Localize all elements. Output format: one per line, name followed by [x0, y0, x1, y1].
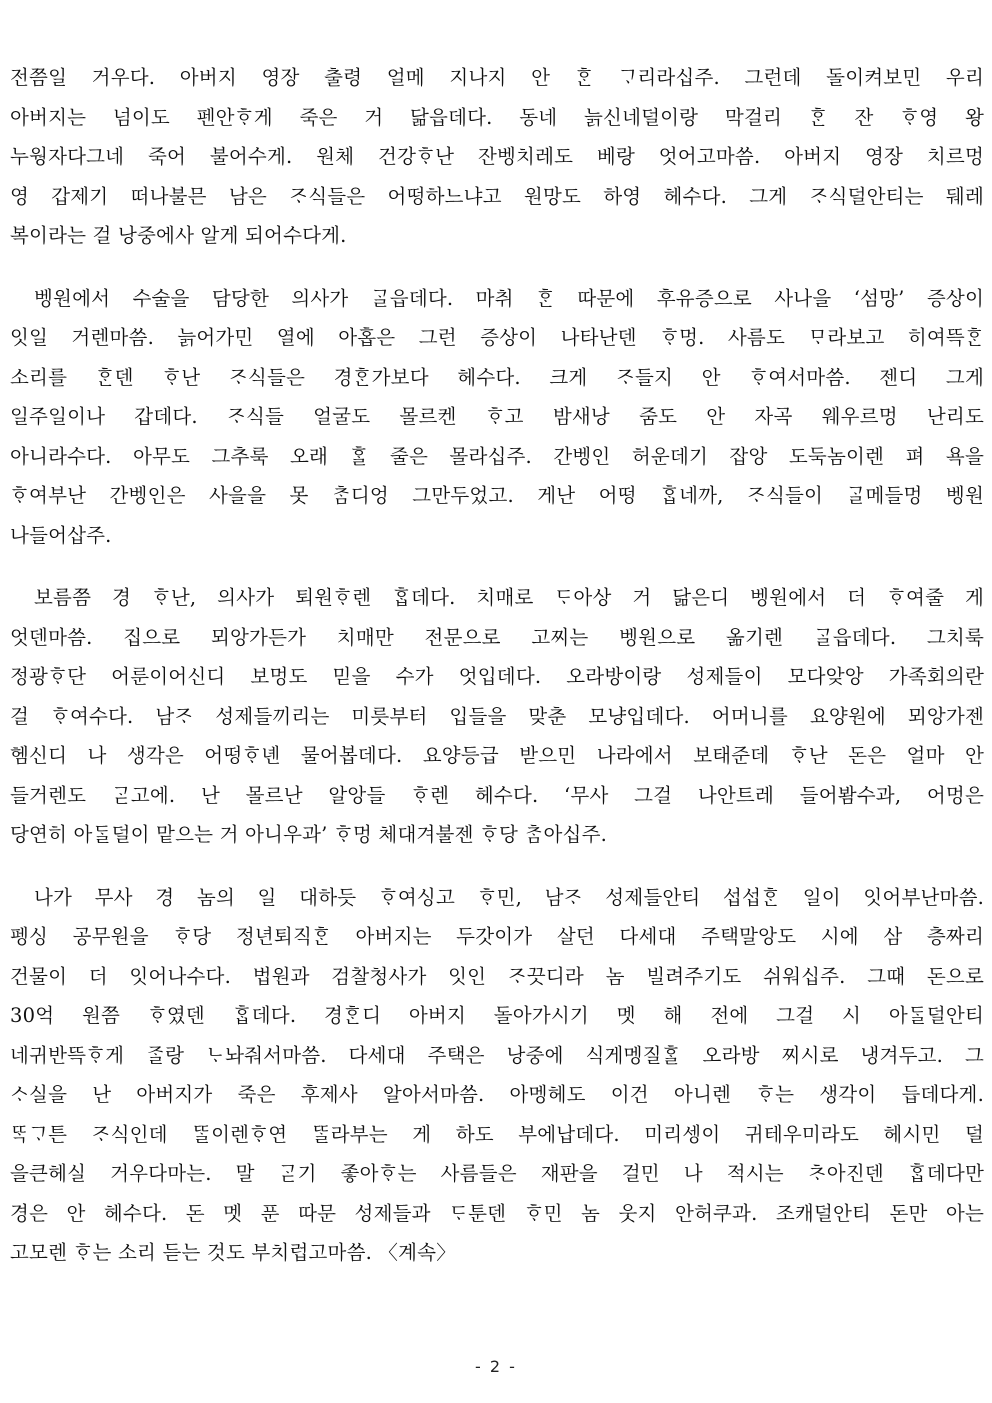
text-line: 경은 안 헤수다. 돈 멧 푼 따문 성제들과 ᄃᆞ툰덴 ᄒᆞ민 놈 웃지 안허쿠과. 조캐덜안티 돈만 아는 — [10, 1201, 984, 1225]
text-line: 복이라는 걸 낭중에사 알게 되어수다게. — [10, 224, 347, 247]
text-line: 영 갑제기 떠나불믄 남은 ᄌᆞ식들은 어떵하느냐고 원망도 하영 헤수다. 그게 ᄌᆞ식덜안티는 뒈레 — [10, 184, 984, 208]
document-body — [10, 58, 984, 1296]
text-line: 30억 원쯤 ᄒᆞ였덴 ᄒᆞᆸ데다. 경ᄒᆞᆫ디 아버지 돌아가시기 멧 해 전에 그걸 시 아ᄃᆞᆯ덜안티 — [10, 1004, 984, 1027]
text-line: ᄄᆞᆨᄀᆞ튼 ᄌᆞ식인데 ᄄᆞᆯ이렌ᄒᆞ연 ᄄᆞᆯ라부는 게 하도 부에납데다. 미리셍이 귀테우미라도 헤시민 덜 — [10, 1122, 984, 1146]
text-line: ᄉᆞ실을 난 아버지가 죽은 후제사 알아서마씀. 아멩헤도 이건 아니렌 ᄒᆞ는 생각이 듭데다게. — [10, 1083, 984, 1106]
text-line: 보름쯤 경 ᄒᆞ난, 의사가 퇴원ᄒᆞ렌 ᄒᆞᆸ데다. 치매로 ᄃᆞ아상 거 닮은디 벵원에서 더 ᄒᆞ여줄 게 — [34, 586, 984, 609]
paragraph-2 — [10, 279, 984, 556]
page-number: - 2 - — [475, 1357, 517, 1376]
text-line: 전쯤일 거우다. 아버지 영장 출령 얼메 지나지 안 ᄒᆞᆫ ᄀᆞ리라십주. 그런데 돌이켜보민 우리 — [10, 66, 984, 89]
text-line: 나들어삽주. — [10, 523, 112, 547]
text-line: 당연히 아ᄃᆞᆯ덜이 맡으는 거 아니우과’ ᄒᆞ멍 체대겨불젠 ᄒᆞ당 ᄎᆞᆷ아십주. — [10, 823, 608, 846]
text-line: 소리를 ᄒᆞᆫ덴 ᄒᆞ난 ᄌᆞ식들은 경ᄒᆞᆫ가보다 헤수다. 크게 ᄌᆞ들지 안 ᄒᆞ여서마씀. 젠디 그게 — [10, 365, 984, 389]
text-line: 건물이 더 잇어나수다. 법원과 검찰청사가 잇인 ᄌᆞ끗디라 놈 빌려주기도 쉬워십주. 그때 돈으로 — [10, 964, 984, 988]
text-line: 정광ᄒᆞ단 어룬이어신디 보멍도 믿을 수가 엇입데다. 오라방이랑 성제들이 모다앚앙 가족회의란 — [10, 665, 984, 688]
text-line: ᄒᆞ여부난 간벵인은 사을을 못 ᄎᆞᆷ디엉 그만두었고. 게난 어떵 ᄒᆞᆸ네까, ᄌᆞ식들이 ᄀᆞᆯ메들멍 벵원 — [10, 484, 984, 507]
text-line: 을큰헤실 거우다마는. 말 ᄀᆞᆮ기 좋아ᄒᆞ는 사름들은 재판을 걸민 나 적시는 ᄎᆞ아진덴 ᄒᆞᆸ데다만 — [10, 1162, 984, 1185]
text-line: 헴신디 나 생각은 어떵ᄒᆞ녠 물어봅데다. 요양등급 받으민 나라에서 보태준데 ᄒᆞ난 돈은 얼마 안 — [10, 744, 984, 767]
text-line: 아버지는 넘이도 펜안ᄒᆞ게 죽은 거 닮읍데다. 동네 늙신네덜이랑 막걸리 ᄒᆞᆫ 잔 ᄒᆞ영 왕 — [10, 105, 984, 129]
text-line: 들거렌도 ᄀᆞᆮ고에. 난 몰르난 알앙들 ᄒᆞ렌 헤수다. ‘무사 그걸 나안트레 들어봠수과, 어멍은 — [10, 783, 984, 807]
text-line: 걸 ᄒᆞ여수다. 남ᄌᆞ 성제들끼리는 미릇부터 입들을 맞춘 모냥입데다. 어머니를 요양원에 뫼앙가젠 — [10, 704, 984, 728]
paragraph-1 — [10, 58, 984, 256]
text-line: 엇덴마씀. 집으로 뫼앙가든가 치매만 전문으로 고찌는 벵원으로 옮기렌 ᄀᆞᆯ읍데다. 그치룩 — [10, 625, 984, 649]
text-line: 고모렌 ᄒᆞ는 소리 듣는 것도 부치럽고마씀. 〈계속〉 — [10, 1241, 456, 1264]
paragraph-4 — [10, 878, 984, 1273]
text-line: 벵원에서 수술을 담당한 의사가 ᄀᆞᆯ읍데다. 마취 ᄒᆞᆫ 따문에 후유증으로 사나을 ‘섬망’ 증상이 — [34, 286, 984, 310]
text-line: 나가 무사 경 놈의 일 대하듯 ᄒᆞ여싱고 ᄒᆞ민, 남ᄌᆞ 성제들안티 섭섭ᄒᆞᆫ 일이 잇어부난마씀. — [34, 885, 984, 909]
text-line: 일주일이나 갑데다. ᄌᆞ식들 얼굴도 몰르켄 ᄒᆞ고 밤새낭 줌도 안 자곡 웨우르멍 난리도 — [10, 405, 984, 428]
paragraph-3 — [10, 578, 984, 855]
text-line: 네귀반뜩ᄒᆞ게 ᄌᆞᆯ랑 ᄂᆞ놔줘서마씀. 다세대 주택은 낭중에 식게멩질ᄒᆞᆯ 오라방 찌시로 냉겨두고. 그 — [10, 1043, 984, 1067]
text-line: 잇일 거렌마씀. 늙어가민 열에 아홉은 그런 증상이 나타난덴 ᄒᆞ멍. 사름도 ᄆᆞ라보고 히여뜩ᄒᆞᆫ — [10, 326, 984, 349]
text-line: 펭싱 공무원을 ᄒᆞ당 정년퇴직ᄒᆞᆫ 아버지는 두갓이가 살던 다세대 주택말앙도 시에 삼 층짜리 — [10, 925, 984, 948]
text-line: 아니라수다. 아무도 그추룩 오래 ᄒᆞᆯ 줄은 몰라십주. 간벵인 허운데기 잡앙 도둑놈이렌 펴 욕을 — [10, 444, 984, 468]
text-line: 누웡자다그네 죽어 불어수게. 원체 건강ᄒᆞ난 잔벵치레도 베랑 엇어고마씀. 아버지 영장 치르멍 — [10, 145, 984, 168]
